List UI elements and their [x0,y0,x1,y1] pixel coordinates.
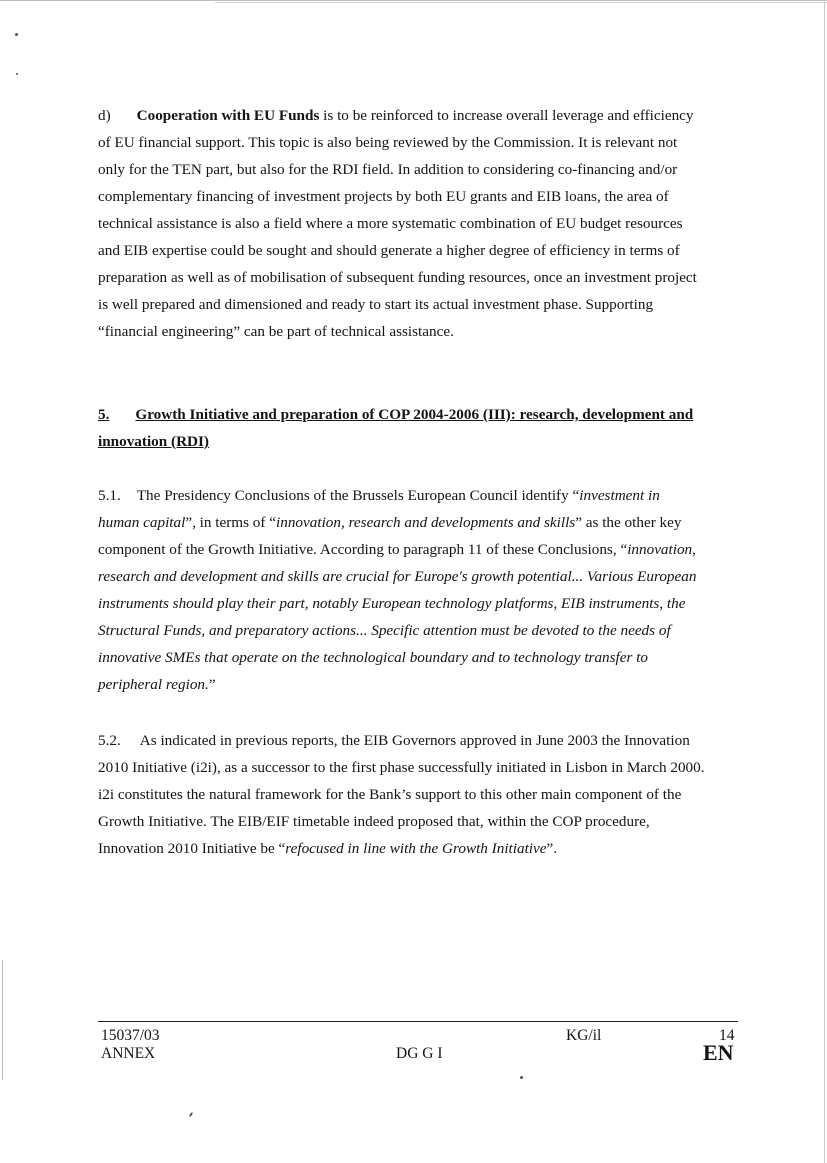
text-line: d) Cooperation with EU Funds is to be reinforced to increase overall leverage and efficiency [98,107,694,124]
quoted-line: research and development and skills are crucial for Europe's growth potential... Various European [98,568,697,585]
paragraph-number: 5.2. [98,732,121,749]
scan-edge-left [2,960,3,1080]
scan-speck [189,1112,194,1117]
text-line: Innovation 2010 Initiative be “refocused in line with the Growth Initiative”. [98,840,558,857]
scan-speck [520,1076,523,1079]
text-line: of EU financial support. This topic is also being reviewed by the Commission. It is relevant not [98,134,678,151]
quoted-line: instruments should play their part, notably European technology platforms, EIB instruments, the [98,595,686,612]
scan-speck [16,73,18,75]
scan-edge-right [824,0,825,1163]
paragraph-number: 5.1. [98,487,121,504]
text-line: 5.1. The Presidency Conclusions of the Brussels European Council identify “investment in [98,487,660,504]
text-line: and EIB expertise could be sought and should generate a higher degree of efficiency in terms of [98,242,680,259]
section-title-continued: innovation (RDI) [98,433,209,450]
section-number: 5. [98,406,110,423]
quoted-line: innovative SMEs that operate on the technological boundary and to technology transfer to [98,649,649,666]
text-line: 5.2. As indicated in previous reports, the EIB Governors approved in June 2003 the Innovation [98,732,690,749]
document-number: 15037/03 [101,1027,160,1044]
text-line: component of the Growth Initiative. According to paragraph 11 of these Conclusions, “innovation, [98,541,696,558]
scan-edge-top [0,0,827,1]
footer-rule [98,1021,738,1022]
text-line: Growth Initiative. The EIB/EIF timetable indeed proposed that, within the COP procedure, [98,813,650,830]
text-line: technical assistance is also a field where a more systematic combination of EU budget resources [98,215,683,232]
quoted-line: Structural Funds, and preparatory actions... Specific attention must be devoted to the needs of [98,622,671,639]
scan-edge-top-secondary [215,2,827,3]
text-line: complementary financing of investment projects by both EU grants and EIB loans, the area of [98,188,669,205]
page-number: 14 [719,1027,735,1044]
section-title: Growth Initiative and preparation of COP 2004-2006 (III): research, development and [135,406,694,423]
text-line: 2010 Initiative (i2i), as a successor to the first phase successfully initiated in Lisbon in March 2000. [98,759,705,776]
heading-line [98,405,693,425]
bold-term: Cooperation with EU Funds [136,107,320,124]
text-line: preparation as well as of mobilisation of subsequent funding resources, once an investment project [98,269,697,286]
text-line: “financial engineering” can be part of technical assistance. [98,323,454,340]
text-line: only for the TEN part, but also for the RDI field. In addition to considering co-financing and/or [98,161,678,178]
text-line: human capital”, in terms of “innovation, research and developments and skills” as the other key [98,514,682,531]
language-code: EN [703,1040,734,1065]
text-line: is well prepared and dimensioned and ready to start its actual investment phase. Supporting [98,296,654,313]
text-line: peripheral region.” [98,676,216,693]
text-line: i2i constitutes the natural framework for the Bank’s support to this other main component of the [98,786,682,803]
directorate-label: DG G I [396,1045,443,1062]
author-initials: KG/il [566,1027,602,1044]
annex-label: ANNEX [101,1045,156,1062]
scan-speck [15,33,18,36]
item-label: d) [98,107,111,124]
